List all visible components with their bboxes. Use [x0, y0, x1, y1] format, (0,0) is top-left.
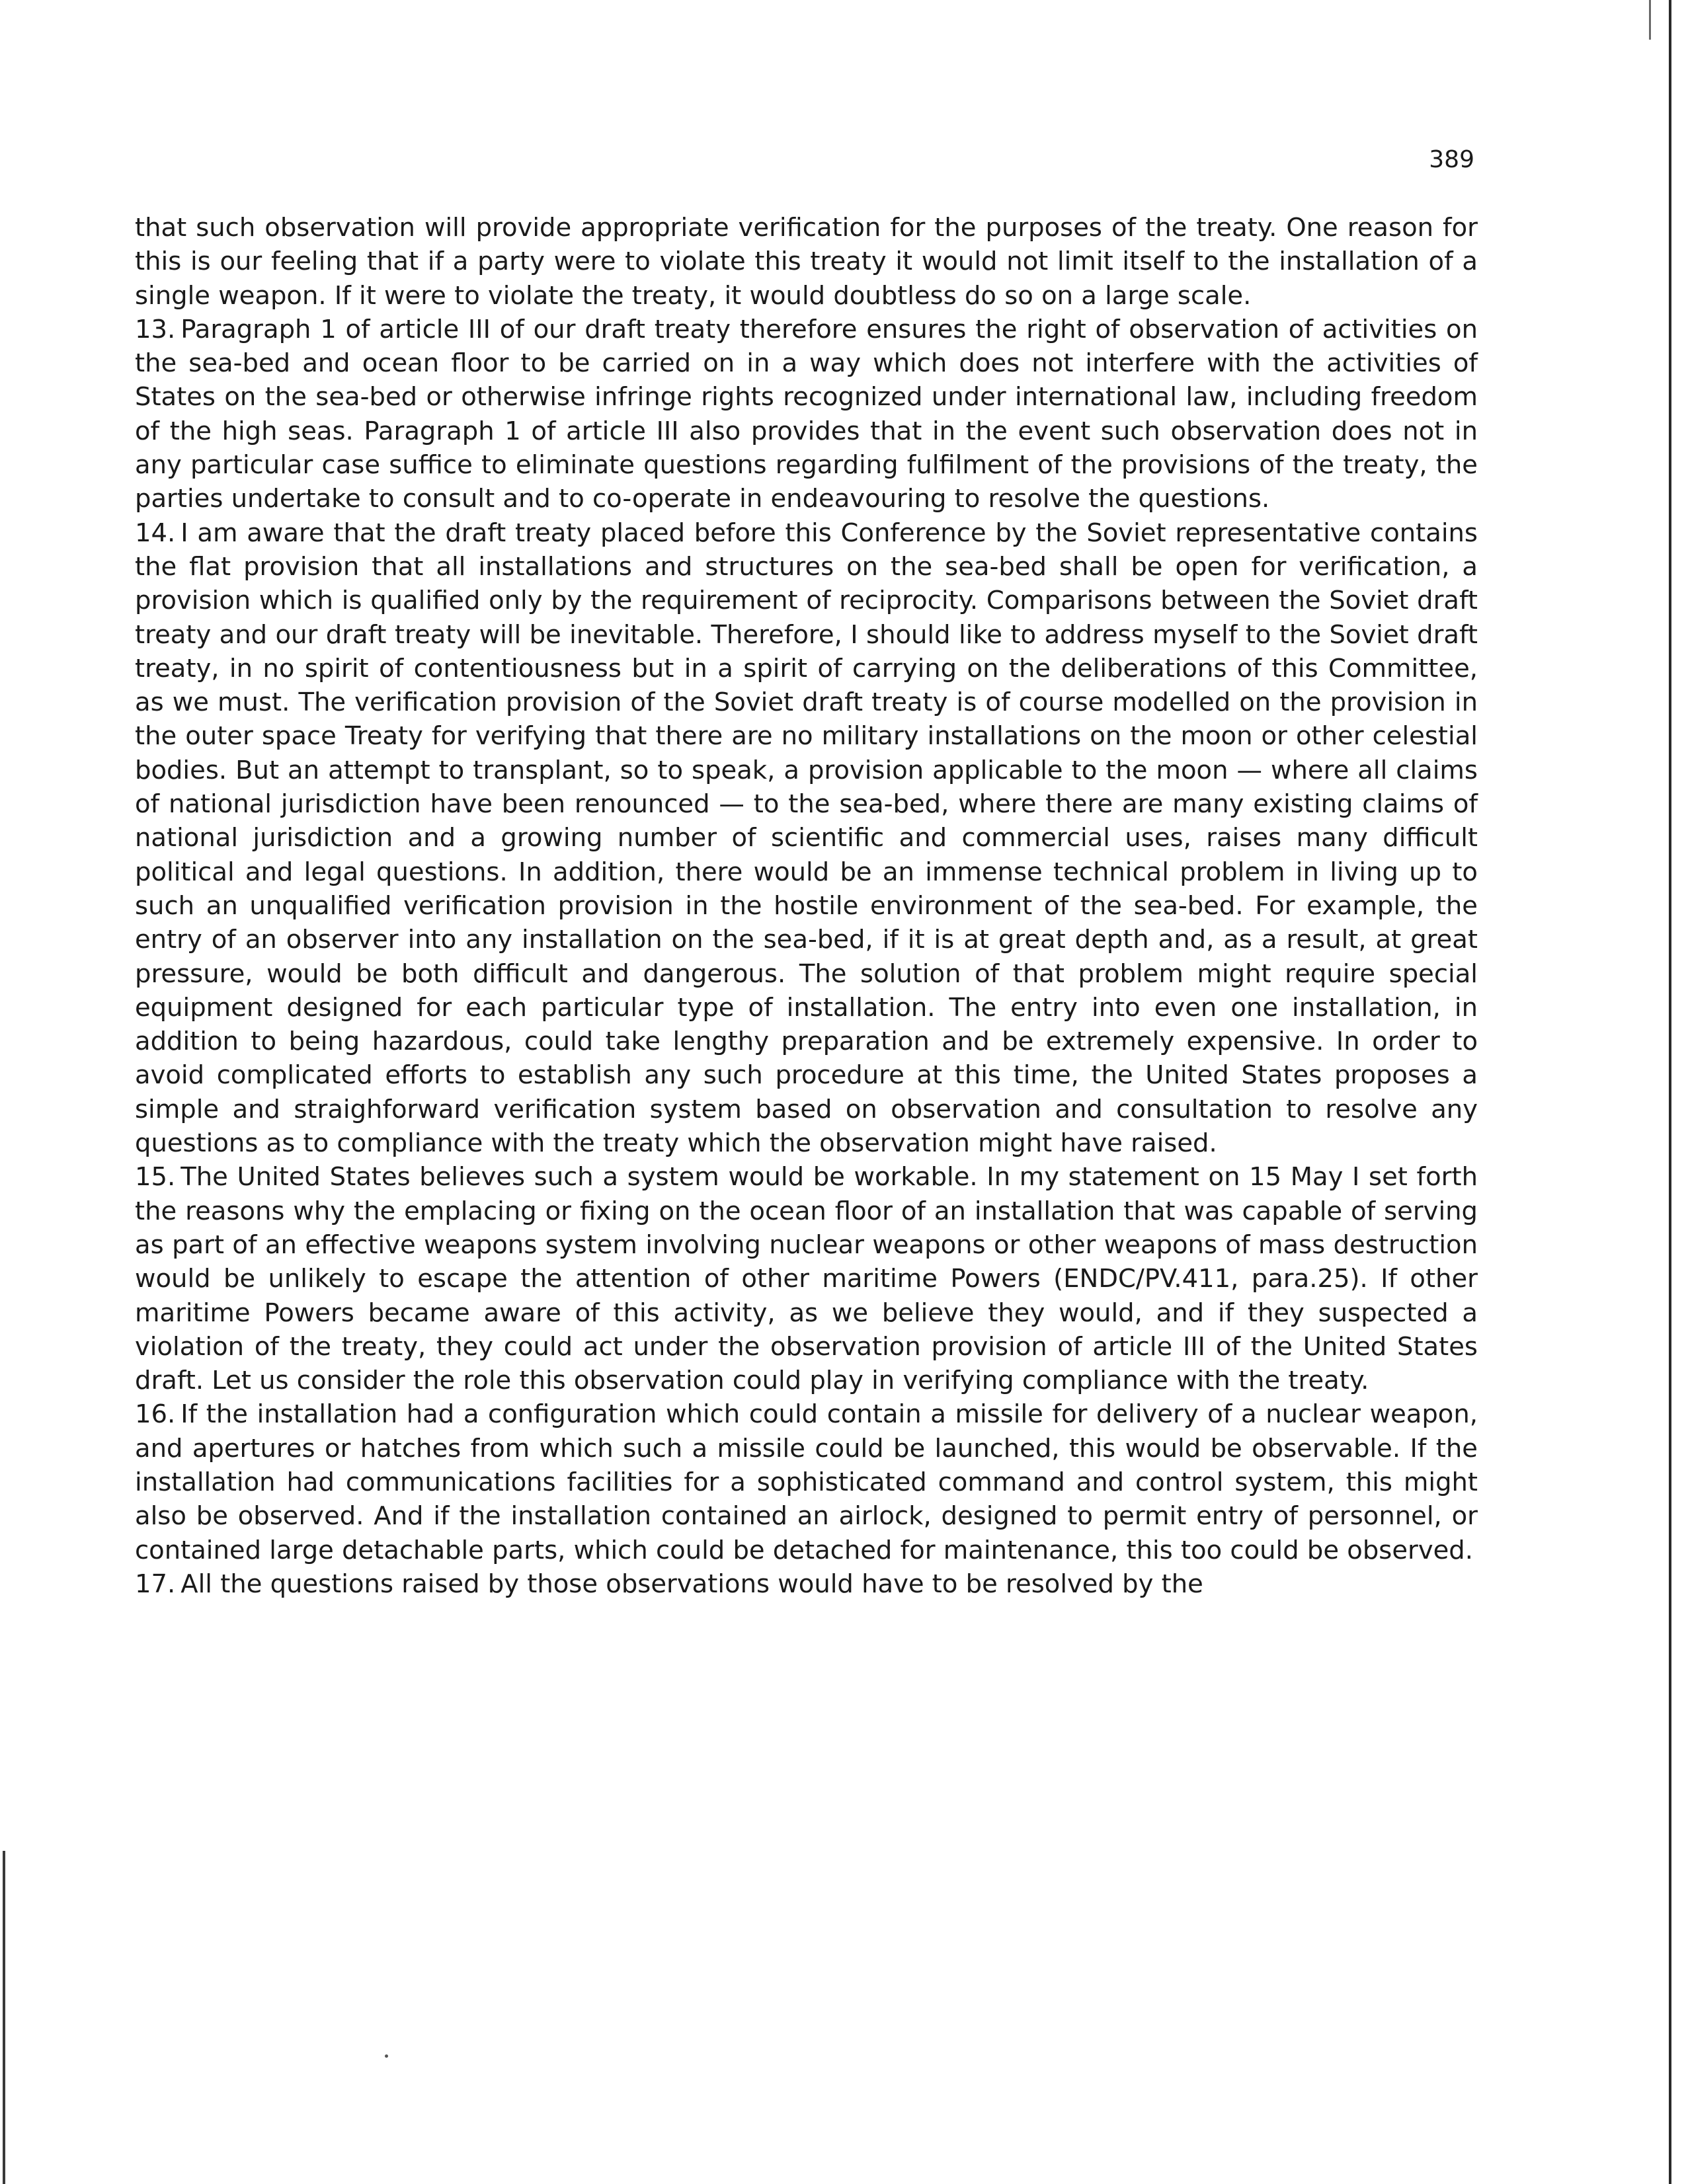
paragraph-number: 13.: [135, 314, 176, 344]
paragraph-text: Paragraph 1 of article III of our draft treaty therefore ensures the right of observation of activities on the sea-bed and ocean floor to be carried on in a way which does not interfere with the activities of States on the sea-bed or otherwise infringe rights recognized under international law, including freedom of the high seas. Paragraph 1 of article III also provides that in the event such observation does not in any particular case suffice to eliminate questions regarding fulfilment of the provisions of the treaty, the parties undertake to consult and to co-operate in endeavouring to resolve the questions.: [135, 314, 1478, 514]
paragraph-14: [135, 516, 1478, 1161]
paragraph-text: The United States believes such a system would be workable. In my statement on 15 May I set forth the reasons why the emplacing or fixing on the ocean floor of an installation that was capable of serving as part of an effective weapons system involving nuclear weapons or other weapons of mass destruction would be unlikely to escape the attention of other maritime Powers (ENDC/PV.411, para.25). If other maritime Powers became aware of this activity, as we believe they would, and if they suspected a violation of the treaty, they could act under the observation provision of article III of the United States draft. Let us consider the role this observation could play in verifying compliance with the treaty.: [135, 1162, 1478, 1396]
paragraph-text: I am aware that the draft treaty placed before this Conference by the Soviet representative contains the flat provision that all installations and structures on the sea-bed shall be open for verification, a provision which is qualified only by the requirement of reciprocity. Comparisons between the Soviet draft treaty and our draft treaty will be inevitable. Therefore, I should like to address myself to the Soviet draft treaty, in no spirit of contentiousness but in a spirit of carrying on the deliberations of this Committee, as we must. The verification provision of the Soviet draft treaty is of course modelled on the provision in the outer space Treaty for verifying that there are no military installations on the moon or other celestial bodies. But an attempt to transplant, so to speak, a provision applicable to the moon — where all claims of national jurisdiction have been renounced — to the sea-bed, where there are many existing claims of national jurisdiction and a growing number of scientific and commercial uses, raises many difficult political and legal questions. In addition, there would be an immense technical problem in living up to such an unqualified verification provision in the hostile environment of the sea-bed. For example, the entry of an observer into any installation on the sea-bed, if it is at great depth and, as a result, at great pressure, would be both difficult and dangerous. The solution of that problem might require special equipment designed for each particular type of installation. The entry into even one installation, in addition to being hazardous, could take lengthy preparation and be extremely expensive. In order to avoid complicated efforts to establish any such procedure at this time, the United States proposes a simple and straighforward verification system based on observation and consultation to resolve any questions as to compliance with the treaty which the observation might have raised.: [135, 518, 1478, 1159]
paragraph-13: [135, 313, 1478, 516]
paragraph-text: All the questions raised by those observations would have to be resolved by the: [181, 1569, 1203, 1599]
paragraph-number: 14.: [135, 518, 176, 548]
scan-edge-mark: [1649, 0, 1651, 40]
paragraph-number: 17.: [135, 1569, 176, 1599]
scan-edge-left: [3, 1851, 5, 2184]
paragraph-16: [135, 1397, 1478, 1567]
paragraph-number: 15.: [135, 1162, 176, 1192]
paragraph-15: [135, 1160, 1478, 1397]
scan-edge-right: [1669, 0, 1671, 2184]
page-number: 389: [1429, 146, 1474, 173]
paragraph-17: [135, 1567, 1478, 1601]
paragraph-continuation: [135, 211, 1478, 313]
scan-speck: [385, 2054, 388, 2058]
paragraph-text: If the installation had a configuration which could contain a missile for delivery of a nuclear weapon, and apertures or hatches from which such a missile could be launched, this would be observable. If the installation had communications facilities for a sophisticated command and control system, this might also be observed. And if the installation contained an airlock, designed to permit entry of personnel, or contained large detachable parts, which could be detached for maintenance, this too could be observed.: [135, 1399, 1478, 1565]
body-text: [135, 211, 1478, 1601]
paragraph-number: 16.: [135, 1399, 176, 1430]
paragraph-text: that such observation will provide appropriate verification for the purposes of the treaty. One reason for this is our feeling that if a party were to violate this treaty it would not limit itself to the installation of a single weapon. If it were to violate the treaty, it would doubtless do so on a large scale.: [135, 213, 1478, 311]
